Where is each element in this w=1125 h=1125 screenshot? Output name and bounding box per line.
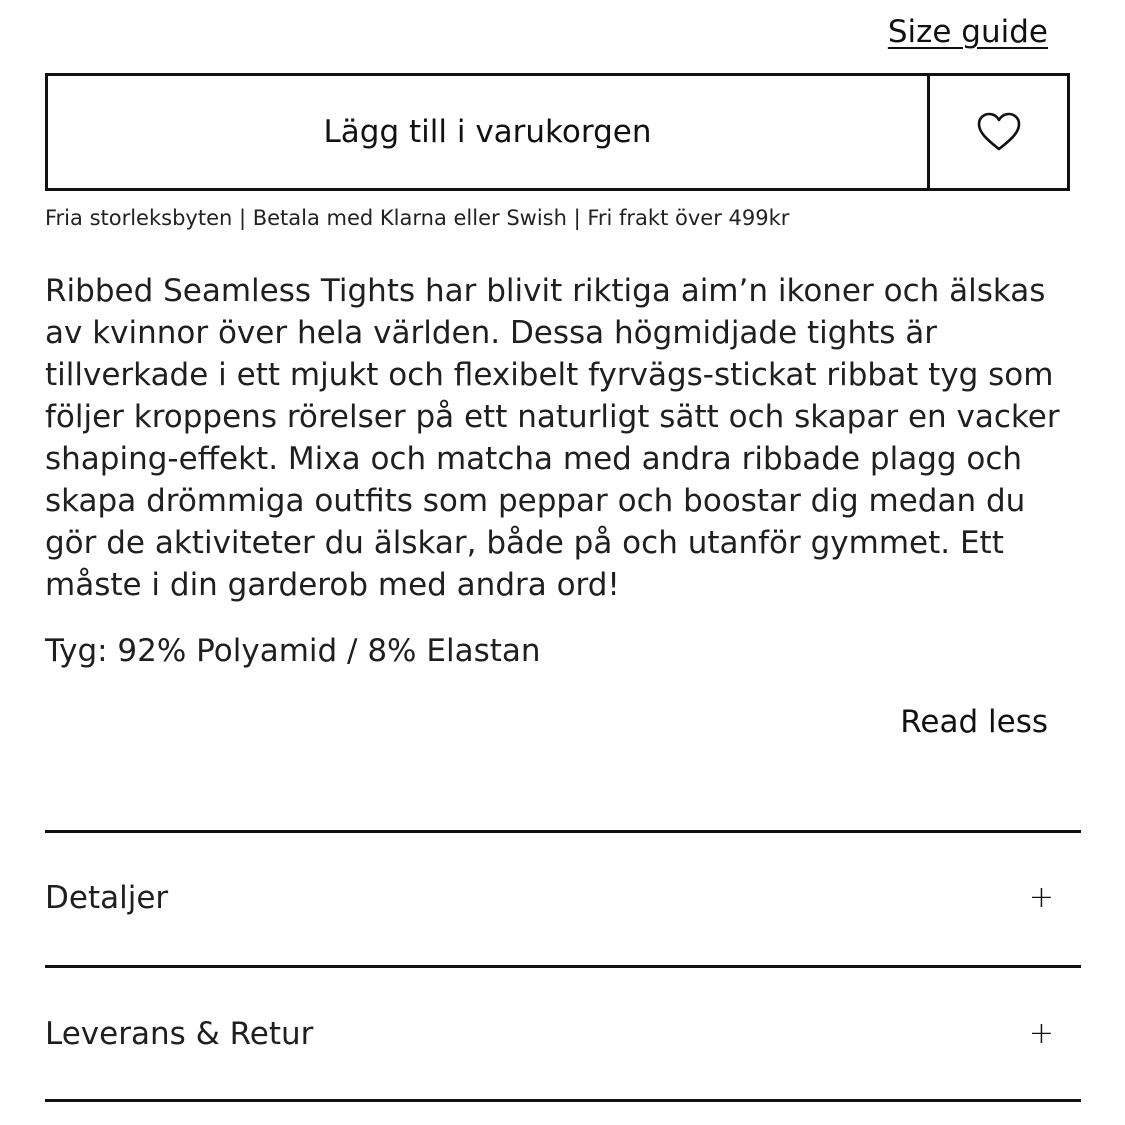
fabric-composition: Tyg: 92% Polyamid / 8% Elastan: [45, 633, 541, 669]
read-less-link[interactable]: Read less: [900, 704, 1048, 740]
size-guide-link[interactable]: Size guide: [887, 14, 1048, 50]
wishlist-button[interactable]: [927, 73, 1070, 191]
accordion-delivery-returns[interactable]: [45, 965, 1081, 1102]
product-description: Ribbed Seamless Tights har blivit riktiga aim’n ikoner och älskas av kvinnor över hela världen. Dessa högmidjade tights är tillverkade i ett mjukt och flexibelt fyrvägs-stickat ribbat tyg som följer kroppens rörelser på ett naturligt sätt och skapar en vacker shaping-effekt. Mixa och matcha med andra ribbade plagg och skapa drömmiga outfits som peppar och boostar dig medan du gör de aktiviteter du älskar, både på och utanför gymmet. Ett måste i din garderob med andra ord!: [45, 273, 1060, 603]
heart-icon: [976, 111, 1022, 153]
plus-icon: +: [1028, 1016, 1054, 1051]
add-to-cart-row: [45, 73, 1070, 191]
shopping-perks-text: Fria storleksbyten | Betala med Klarna eller Swish | Fri frakt över 499kr: [45, 206, 790, 230]
plus-icon: +: [1028, 880, 1054, 915]
accordion-delivery-label: Leverans & Retur: [45, 1015, 314, 1052]
add-to-cart-button[interactable]: Lägg till i varukorgen: [45, 73, 927, 191]
accordion-details-label: Detaljer: [45, 879, 169, 916]
accordion-details[interactable]: [45, 830, 1081, 962]
